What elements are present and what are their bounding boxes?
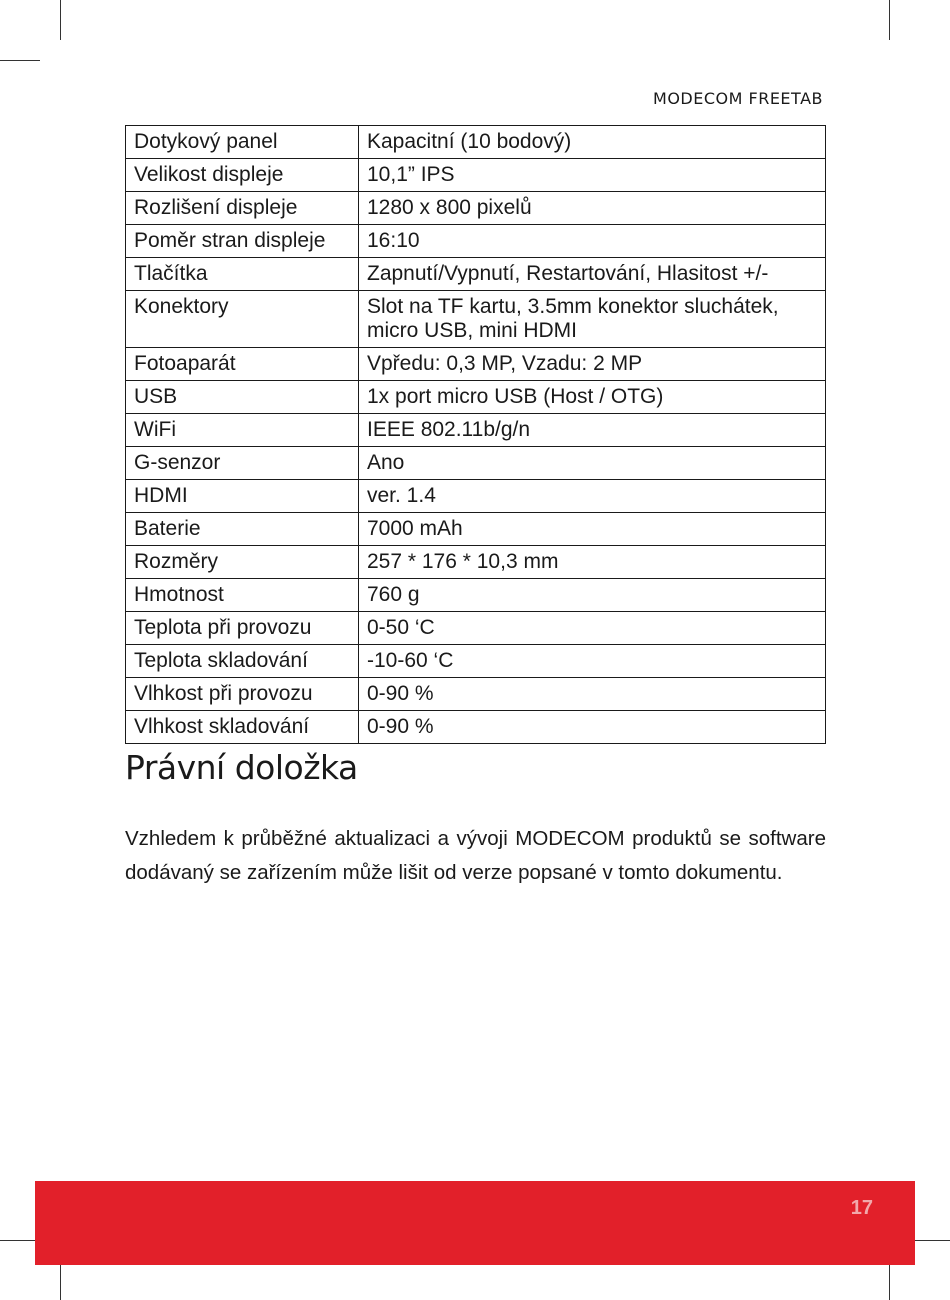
- spec-label: Velikost displeje: [126, 159, 359, 192]
- crop-mark: [0, 1240, 40, 1241]
- spec-value: 760 g: [359, 579, 826, 612]
- spec-table: [125, 125, 826, 744]
- spec-value: 257 * 176 * 10,3 mm: [359, 546, 826, 579]
- spec-label: USB: [126, 381, 359, 414]
- table-row: [126, 258, 826, 291]
- spec-value: Ano: [359, 447, 826, 480]
- crop-mark: [60, 1262, 61, 1300]
- crop-mark: [889, 0, 890, 40]
- crop-mark: [889, 1262, 890, 1300]
- spec-label: HDMI: [126, 480, 359, 513]
- crop-mark: [910, 1240, 950, 1241]
- table-row: [126, 126, 826, 159]
- table-row: [126, 414, 826, 447]
- spec-value: 1x port micro USB (Host / OTG): [359, 381, 826, 414]
- table-row: [126, 480, 826, 513]
- spec-label: WiFi: [126, 414, 359, 447]
- section-title: Právní doložka: [125, 748, 358, 787]
- spec-label: Rozlišení displeje: [126, 192, 359, 225]
- spec-value: 16:10: [359, 225, 826, 258]
- spec-value: 1280 x 800 pixelů: [359, 192, 826, 225]
- section-body: Vzhledem k průběžné aktualizaci a vývoji MODECOM produktů se software dodávaný se zařízením může lišit od verze popsané v tomto dokumentu.: [125, 827, 826, 884]
- table-row: [126, 579, 826, 612]
- table-row: [126, 348, 826, 381]
- table-row: [126, 612, 826, 645]
- table-row: [126, 192, 826, 225]
- spec-label: Tlačítka: [126, 258, 359, 291]
- spec-value: 10,1” IPS: [359, 159, 826, 192]
- header-brand: MODECOM FREETAB: [653, 89, 823, 108]
- crop-mark: [60, 0, 61, 40]
- spec-value: Zapnutí/Vypnutí, Restartování, Hlasitost +/-: [359, 258, 826, 291]
- table-row: [126, 225, 826, 258]
- spec-label: Poměr stran displeje: [126, 225, 359, 258]
- spec-label: G-senzor: [126, 447, 359, 480]
- spec-value: 7000 mAh: [359, 513, 826, 546]
- spec-label: Teplota skladování: [126, 645, 359, 678]
- table-row: [126, 513, 826, 546]
- table-row: [126, 546, 826, 579]
- spec-value: Vpředu: 0,3 MP, Vzadu: 2 MP: [359, 348, 826, 381]
- spec-label: Vlhkost skladování: [126, 711, 359, 744]
- table-row: [126, 645, 826, 678]
- spec-value: -10-60 ‘C: [359, 645, 826, 678]
- footer-bar: [35, 1181, 915, 1265]
- spec-table-body: [126, 126, 826, 744]
- spec-label: Vlhkost při provozu: [126, 678, 359, 711]
- spec-label: Hmotnost: [126, 579, 359, 612]
- spec-label: Fotoaparát: [126, 348, 359, 381]
- page-number: 17: [850, 1197, 873, 1219]
- table-row: [126, 711, 826, 744]
- table-row: [126, 678, 826, 711]
- spec-value: Slot na TF kartu, 3.5mm konektor sluchátek, micro USB, mini HDMI: [359, 291, 826, 348]
- table-row: [126, 381, 826, 414]
- table-row: [126, 291, 826, 348]
- table-row: [126, 447, 826, 480]
- spec-label: Baterie: [126, 513, 359, 546]
- spec-label: Teplota při provozu: [126, 612, 359, 645]
- spec-label: Dotykový panel: [126, 126, 359, 159]
- spec-value: IEEE 802.11b/g/n: [359, 414, 826, 447]
- spec-value: Kapacitní (10 bodový): [359, 126, 826, 159]
- spec-value: 0-90 %: [359, 711, 826, 744]
- spec-label: Rozměry: [126, 546, 359, 579]
- crop-mark: [0, 60, 40, 61]
- spec-value: ver. 1.4: [359, 480, 826, 513]
- spec-value: 0-90 %: [359, 678, 826, 711]
- table-row: [126, 159, 826, 192]
- spec-label: Konektory: [126, 291, 359, 348]
- spec-value: 0-50 ‘C: [359, 612, 826, 645]
